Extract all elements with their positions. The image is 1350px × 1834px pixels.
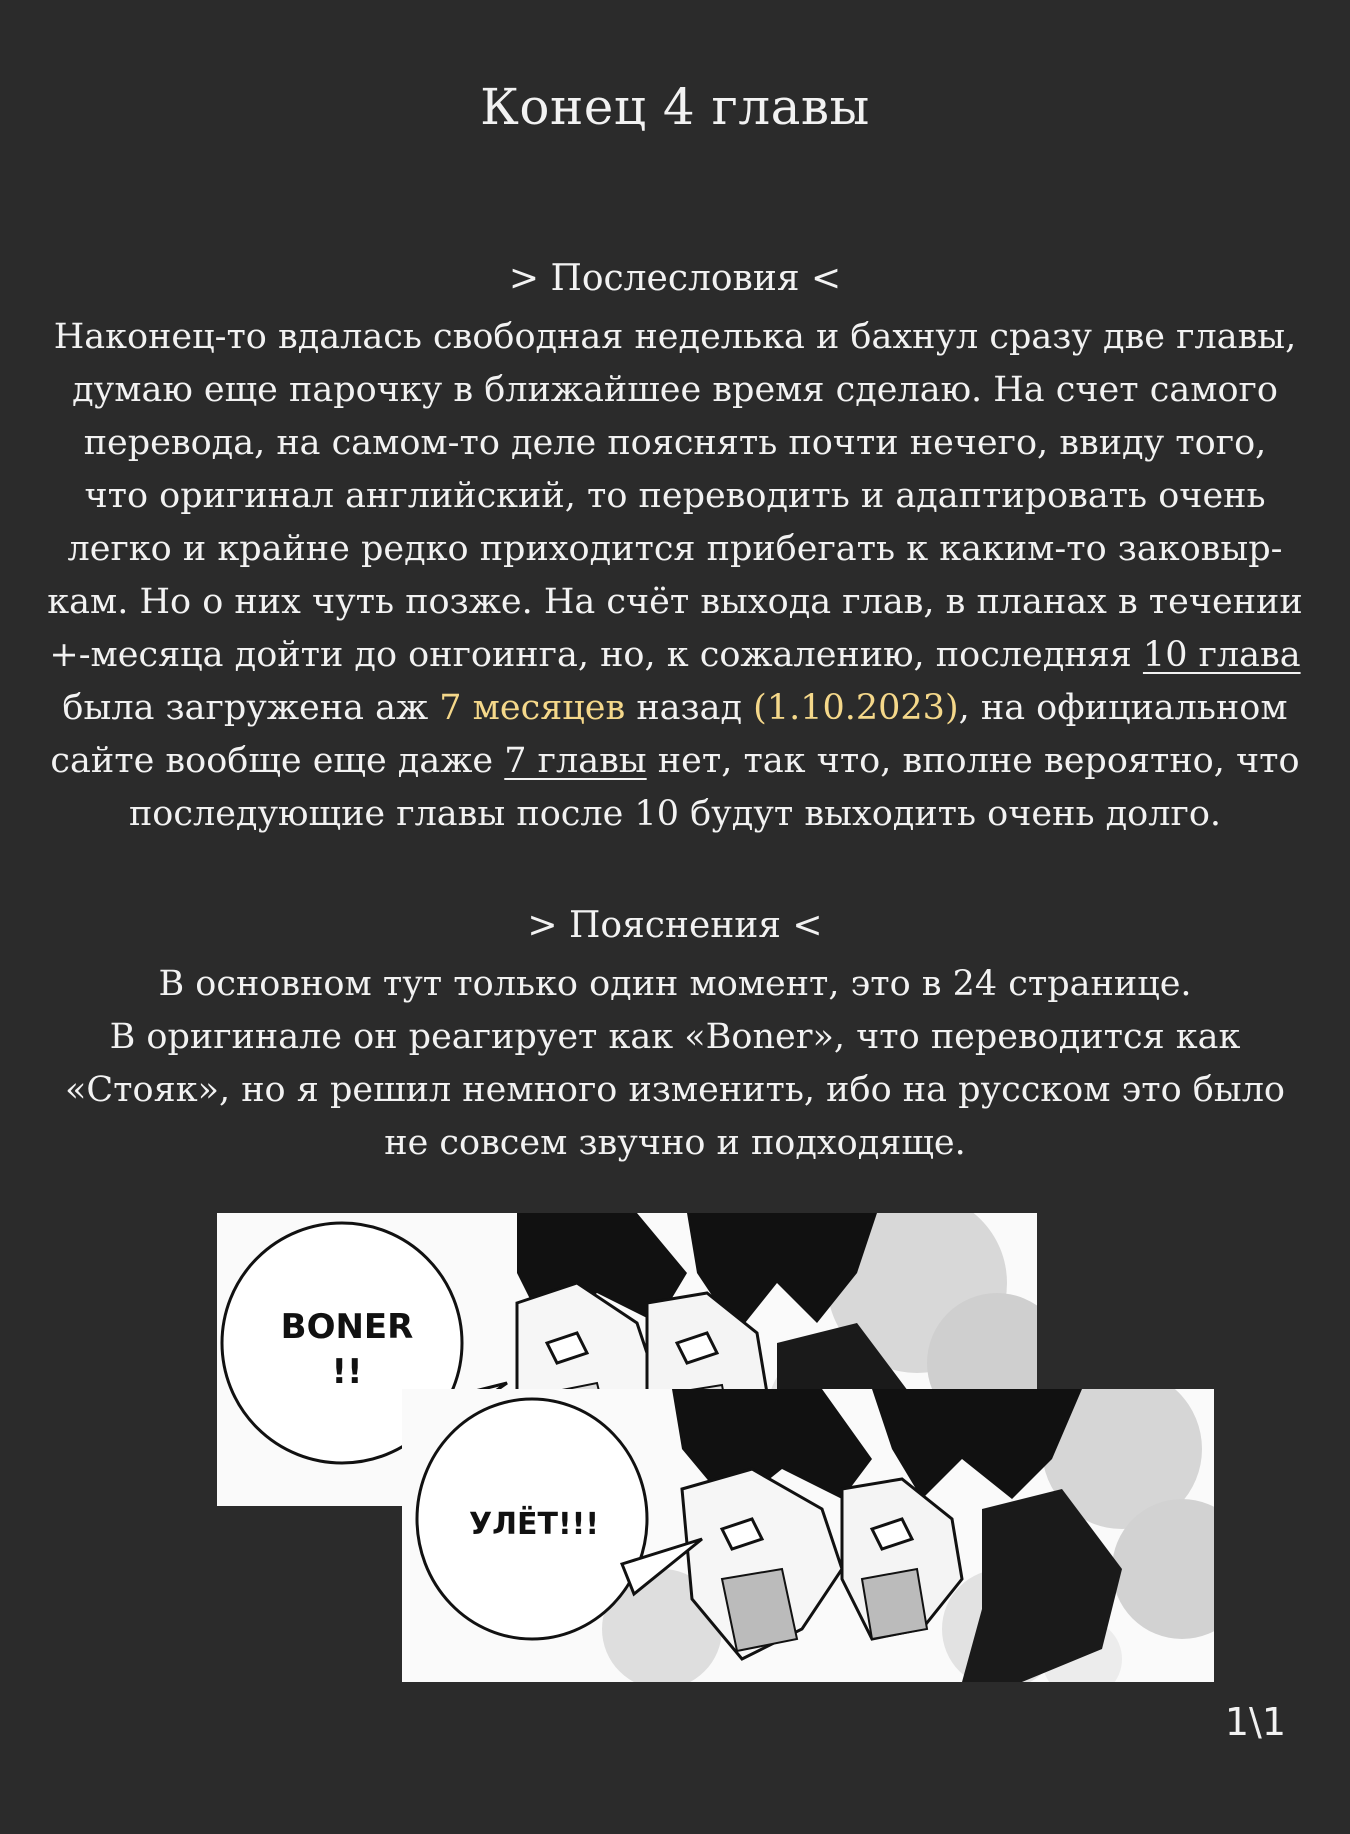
notes-line: не совсем звучно и подходяще. [384, 1123, 966, 1163]
translated-sfx-text: УЛЁТ!!! [468, 1507, 600, 1542]
original-sfx-text: BONER [280, 1307, 414, 1347]
months-highlight: 7 месяцев [439, 688, 626, 728]
translated-panel-art [402, 1389, 1214, 1682]
chapter-end-title: Конец 4 главы [480, 78, 870, 136]
notes-line: «Стояк», но я решил немного изменить, ибо на русском это было [64, 1070, 1285, 1110]
date-highlight: (1.10.2023) [753, 688, 959, 728]
afterword-line-text: , на официальном [958, 688, 1288, 728]
afterword-line: что оригинал английский, то переводить и адаптировать очень [84, 476, 1266, 516]
afterword-line [40, 682, 1310, 735]
notes-heading: > Пояснения < [527, 905, 823, 946]
afterword-line: легко и крайне редко приходится прибегать к каким-то заковыр- [67, 529, 1283, 569]
afterword-line-text: нет, так что, вполне вероятно, что [646, 741, 1300, 781]
afterword-line: думаю еще парочку в ближайшее время сделаю. На счет самого [72, 370, 1278, 410]
afterword-line [40, 629, 1310, 682]
chapter-7-link[interactable]: 7 главы [504, 741, 647, 781]
chapter-10-link[interactable]: 10 глава [1142, 635, 1301, 675]
afterword-line-text: назад [625, 688, 754, 728]
afterword-line: Наконец-то вдалась свободная неделька и бахнул сразу две главы, [53, 317, 1297, 357]
notes-text [40, 958, 1310, 1170]
original-sfx-exclaim: !! [331, 1352, 363, 1392]
page-number: 1\1 [1224, 1700, 1286, 1744]
afterword-line: последующие главы после 10 будут выходить очень долго. [128, 794, 1222, 834]
afterword-line-text: была загружена аж [62, 688, 440, 728]
afterword-line: кам. Но о них чуть позже. На счёт выхода глав, в планах в течении [47, 582, 1303, 622]
notes-line: В основном тут только один момент, это в 24 странице. [158, 964, 1192, 1004]
afterword-line-text: сайте вообще еще даже [50, 741, 505, 781]
afterword-heading: > Послесловия < [508, 258, 842, 299]
afterword-line [40, 735, 1310, 788]
notes-line: В оригинале он реагирует как «Boner», что переводится как [109, 1017, 1241, 1057]
translated-manga-panel [402, 1389, 1214, 1682]
afterword-text [40, 311, 1310, 841]
afterword-line-text: +-месяца дойти до онгоинга, но, к сожалению, последняя [49, 635, 1143, 675]
afterword-line: перевода, на самом-то деле пояснять почти нечего, ввиду того, [83, 423, 1267, 463]
